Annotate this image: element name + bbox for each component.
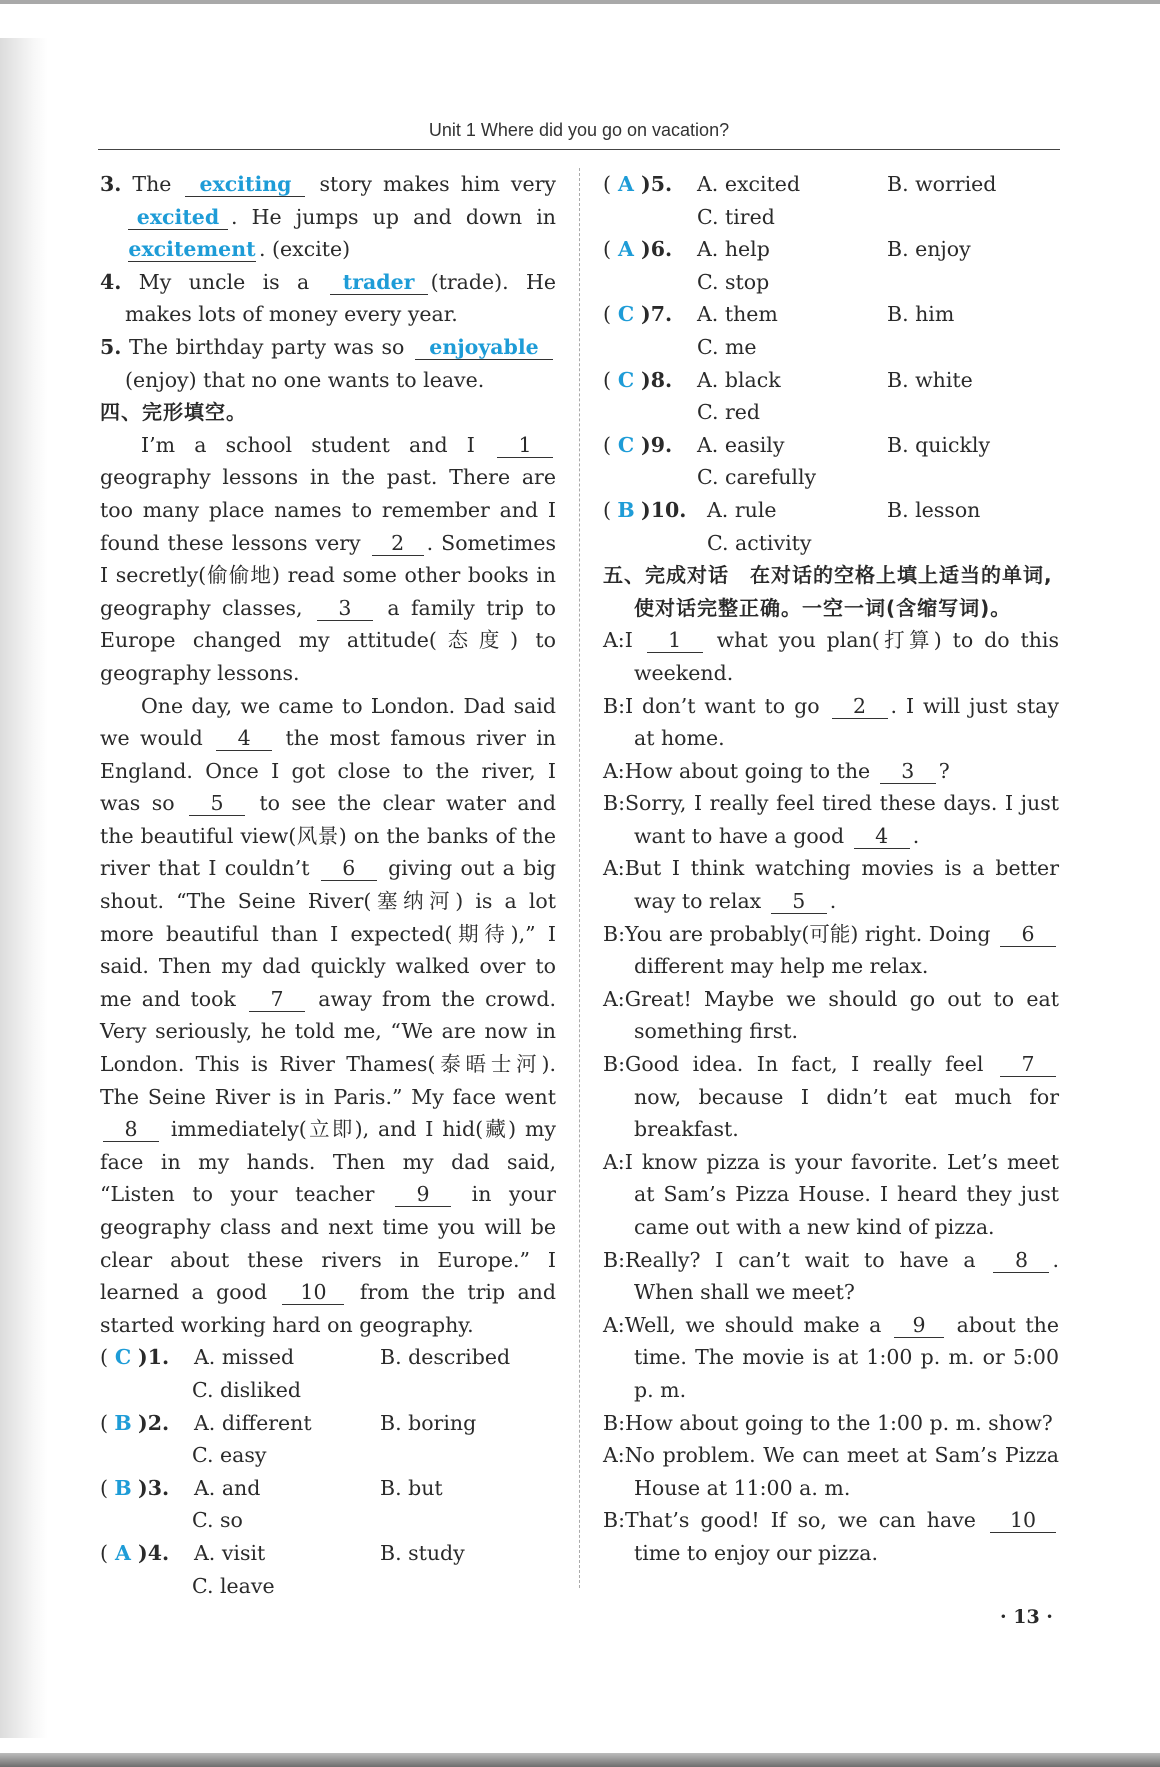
cloze-paragraph-2: One day, we came to London. Dad said we would 4 the most famous river in England. Once I got close to the river, I was so 5 to see the clear water and the beautiful view(风景) on the banks of the river that I couldn’t 6 giving out a big shout. “The Seine River(塞纳河) is a lot more beautiful than I expected(期待),” I said. Then my dad quickly walked over to me and took 7 away from the crowd. Very seriously, he told me, “We are now in London. This is River Thames(泰晤士河). The Seine River is in Paris.” My face went 8 immediately(立即), and I hid(藏) my face in my hands. Then my dad said, “Listen to your teacher 9 in your geography class and next time you will be clear about these rivers in Europe.” I learned a good 10 from the trip and started working hard on geography. bbox=[100, 693, 556, 1337]
cloze-question-9: ( C )9. A. easily B. quickly bbox=[603, 429, 1059, 462]
cloze-question-7: ( C )7. A. them B. him bbox=[603, 298, 1059, 331]
dialogue-line-7: A:Great! Maybe we should go out to eat something first. bbox=[603, 986, 1059, 1044]
answer-letter: A bbox=[115, 1540, 131, 1565]
top-edge bbox=[0, 0, 1160, 4]
dialogue-line-11: A:Well, we should make a 9 about the time. The movie is at 1:00 p. m. or 5:00 p. m. bbox=[603, 1312, 1059, 1402]
left-column bbox=[100, 168, 556, 1602]
answer-letter: A bbox=[618, 237, 634, 262]
option-b: B. lesson bbox=[887, 497, 981, 522]
dialogue-line-13: A:No problem. We can meet at Sam’s Pizza House at 11:00 a. m. bbox=[603, 1443, 1059, 1500]
cloze-question-8: ( C )8. A. black B. white bbox=[603, 364, 1059, 397]
option-c: C. me bbox=[697, 334, 757, 359]
option-b: B. enjoy bbox=[887, 237, 971, 262]
option-c: C. red bbox=[697, 400, 761, 425]
page-number: · 13 · bbox=[1000, 1606, 1053, 1628]
running-header: Unit 1 Where did you go on vacation? bbox=[428, 120, 730, 140]
cloze-heading: 四、完形填空。 bbox=[100, 400, 247, 425]
option-b: B. described bbox=[380, 1345, 511, 1370]
option-a: A. different bbox=[194, 1410, 312, 1435]
option-a: A. them bbox=[697, 302, 778, 327]
dialogue-blank-10: 10 bbox=[990, 1508, 1056, 1533]
answer-letter: C bbox=[617, 367, 635, 392]
bottom-edge bbox=[0, 1753, 1160, 1767]
blank-2: 2 bbox=[372, 531, 424, 556]
fill-in-question-3: 3. The exciting story makes him very excited . He jumps up and down in excitement . (excite) bbox=[100, 172, 556, 262]
dialogue-line-6: B:You are probably(可能) right. Doing 6 different may help me relax. bbox=[603, 918, 1059, 983]
option-c: C. activity bbox=[707, 530, 812, 555]
page-gutter-shadow bbox=[0, 38, 48, 1738]
dialogue-heading: 五、完成对话 在对话的空格上填上适当的单词,使对话完整正确。一空一词(含缩写词)。 bbox=[603, 563, 1053, 620]
answer-blank: excitement bbox=[128, 237, 256, 262]
column-divider bbox=[579, 168, 580, 1588]
option-b: B. but bbox=[380, 1475, 443, 1500]
header-rule bbox=[98, 149, 1060, 150]
cloze-question-6: ( A )6. A. help B. enjoy bbox=[603, 233, 1059, 266]
dialogue-blank-8: 8 bbox=[993, 1248, 1049, 1273]
dialogue-blank-7: 7 bbox=[1000, 1052, 1056, 1077]
fill-in-question-4: 4. My uncle is a trader (trade). He makes lots of money every year. bbox=[100, 269, 556, 327]
blank-5: 5 bbox=[189, 791, 245, 816]
right-column bbox=[603, 168, 1059, 1570]
option-a: A. and bbox=[194, 1475, 261, 1500]
option-c: C. so bbox=[192, 1508, 243, 1533]
blank-7: 7 bbox=[249, 987, 305, 1012]
blank-4: 4 bbox=[216, 726, 272, 751]
answer-letter: B bbox=[114, 1410, 132, 1435]
option-c: C. tired bbox=[697, 204, 775, 229]
dialogue-line-4: B:Sorry, I really feel tired these days. I just want to have a good 4 . bbox=[603, 791, 1059, 848]
cloze-paragraph-1: I’m a school student and I 1 geography lessons in the past. There are too many place names to remember and I found these lessons very 2 . Sometimes I secretly(偷偷地) read some other books in geography classes, 3 a family trip to Europe changed my attitude(态度) to geography lessons. bbox=[100, 432, 556, 685]
dialogue-line-5: A:But I think watching movies is a better way to relax 5 . bbox=[603, 856, 1059, 914]
dialogue-line-12: B:How about going to the 1:00 p. m. show? bbox=[603, 1410, 1053, 1435]
option-a: A. visit bbox=[194, 1540, 266, 1565]
dialogue-line-8: B:Good idea. In fact, I really feel 7 now, because I didn’t eat much for breakfast. bbox=[603, 1052, 1059, 1142]
option-b: B. him bbox=[887, 302, 955, 327]
option-b: B. study bbox=[380, 1540, 465, 1565]
answer-blank: exciting bbox=[185, 172, 305, 197]
option-b: B. white bbox=[887, 367, 973, 392]
dialogue-blank-5: 5 bbox=[771, 889, 827, 914]
cloze-question-3: ( B )3. A. and B. but bbox=[100, 1472, 556, 1505]
option-a: A. excited bbox=[697, 172, 801, 196]
dialogue-line-14: B:That’s good! If so, we can have 10 time to enjoy our pizza. bbox=[603, 1504, 1059, 1569]
option-a: A. black bbox=[697, 367, 781, 392]
option-b: B. worried bbox=[887, 172, 997, 196]
cloze-question-2: ( B )2. A. different B. boring bbox=[100, 1407, 556, 1440]
answer-letter: B bbox=[617, 497, 635, 522]
dialogue-line-3: A:How about going to the 3 ? bbox=[603, 758, 950, 783]
option-a: A. easily bbox=[697, 432, 785, 457]
dialogue-blank-4: 4 bbox=[854, 824, 910, 849]
dialogue-blank-6: 6 bbox=[1000, 922, 1056, 947]
option-c: C. leave bbox=[192, 1573, 275, 1598]
answer-letter: C bbox=[617, 302, 635, 327]
blank-8: 8 bbox=[103, 1117, 159, 1142]
cloze-question-4: ( A )4. A. visit B. study bbox=[100, 1537, 556, 1570]
dialogue-blank-3: 3 bbox=[880, 759, 936, 784]
blank-9: 9 bbox=[395, 1182, 451, 1207]
answer-blank: excited bbox=[128, 205, 228, 230]
option-c: C. carefully bbox=[697, 465, 817, 490]
dialogue-line-1: A:I 1 what you plan(打算) to do this weekend. bbox=[603, 628, 1059, 685]
blank-6: 6 bbox=[321, 856, 377, 881]
answer-letter: A bbox=[618, 172, 634, 196]
blank-10: 10 bbox=[282, 1280, 344, 1305]
dialogue-blank-1: 1 bbox=[647, 628, 703, 653]
blank-3: 3 bbox=[317, 596, 373, 621]
cloze-question-5: ( A )5. A. excited B. worried bbox=[603, 168, 1059, 201]
option-b: B. quickly bbox=[887, 432, 991, 457]
dialogue-blank-2: 2 bbox=[832, 694, 888, 719]
option-b: B. boring bbox=[380, 1410, 477, 1435]
cloze-question-1: ( C )1. A. missed B. described bbox=[100, 1341, 556, 1374]
dialogue-line-2: B:I don’t want to go 2 . I will just stay at home. bbox=[603, 693, 1059, 751]
answer-letter: B bbox=[114, 1475, 132, 1500]
answer-blank: trader bbox=[330, 270, 428, 295]
option-c: C. easy bbox=[192, 1443, 267, 1468]
answer-letter: C bbox=[114, 1345, 132, 1370]
fill-in-question-5: 5. The birthday party was so enjoyable (enjoy) that no one wants to leave. bbox=[100, 331, 556, 396]
option-c: C. disliked bbox=[192, 1377, 301, 1402]
answer-blank: enjoyable bbox=[415, 335, 553, 360]
cloze-question-10: ( B )10. A. rule B. lesson bbox=[603, 494, 1059, 527]
option-a: A. missed bbox=[194, 1345, 295, 1370]
dialogue-blank-9: 9 bbox=[894, 1313, 944, 1338]
option-a: A. rule bbox=[707, 497, 777, 522]
option-c: C. stop bbox=[697, 269, 770, 294]
option-a: A. help bbox=[697, 237, 770, 262]
blank-1: 1 bbox=[497, 433, 553, 458]
answer-letter: C bbox=[617, 432, 635, 457]
dialogue-line-10: B:Really? I can’t wait to have a 8 . When shall we meet? bbox=[603, 1247, 1059, 1305]
dialogue-line-9: A:I know pizza is your favorite. Let’s meet at Sam’s Pizza House. I heard they just came out with a new kind of pizza. bbox=[603, 1149, 1059, 1239]
